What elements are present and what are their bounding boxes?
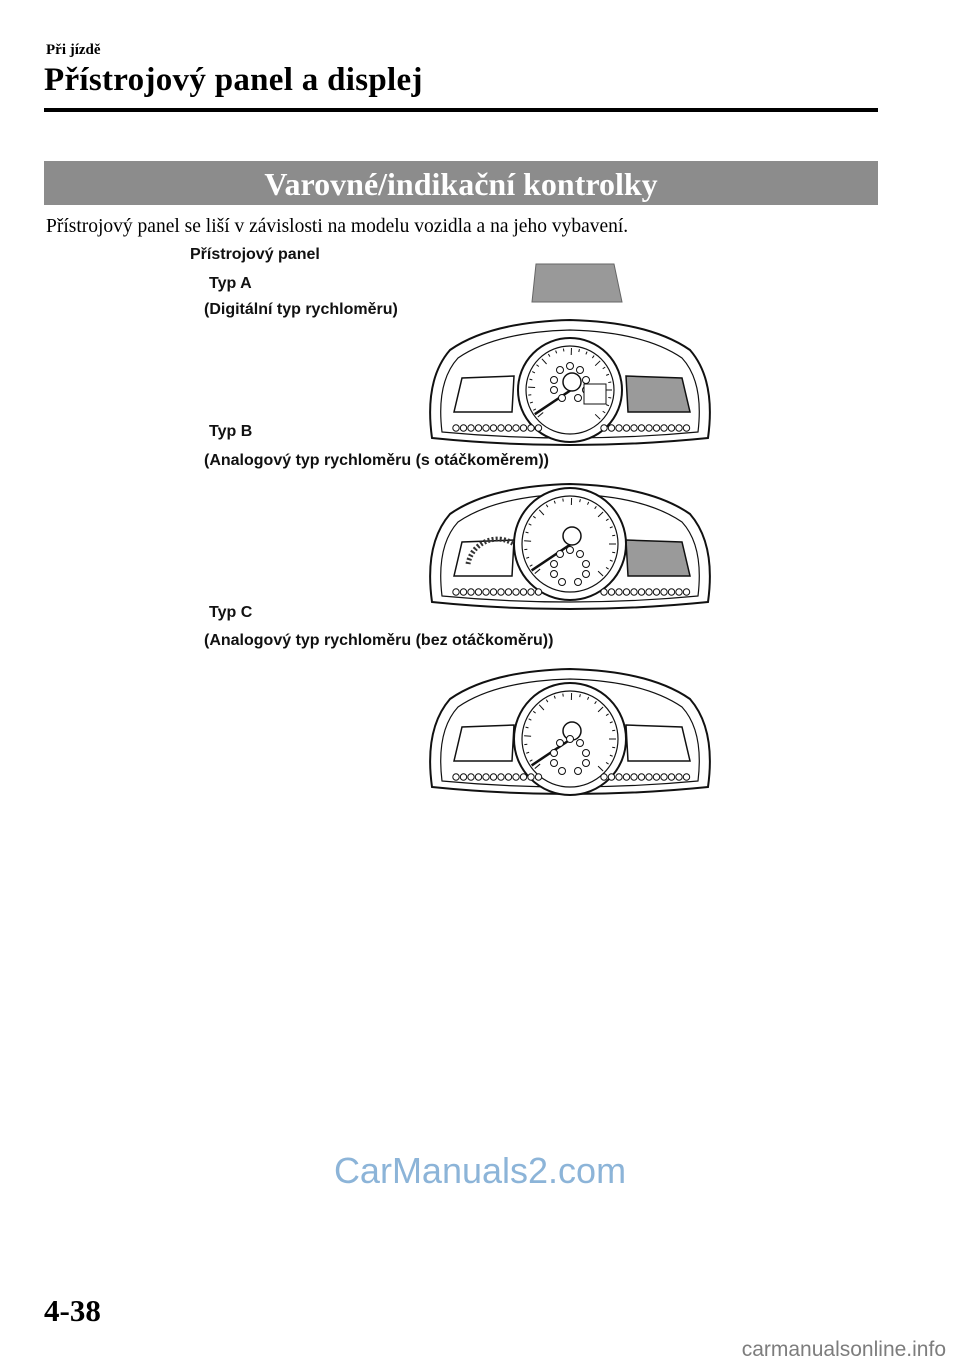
indicator-light <box>453 774 459 780</box>
indicator-light <box>583 750 590 757</box>
indicator-light <box>616 774 622 780</box>
gauge-tick <box>612 552 615 553</box>
gauge-tick <box>612 730 615 731</box>
indicator-light <box>468 589 474 595</box>
indicator-light <box>557 740 564 747</box>
watermark-carmanuals2: CarManuals2.com <box>333 1150 627 1191</box>
indicator-light <box>535 425 541 431</box>
indicator-light <box>661 425 667 431</box>
indicator-light <box>676 425 682 431</box>
intro-paragraph: Přístrojový panel se liší v závislosti na modelu vozidla a na jeho vybavení. <box>46 216 629 237</box>
indicator-light <box>583 760 590 767</box>
breadcrumb: Při jízdě <box>46 42 101 58</box>
indicator-light <box>513 589 519 595</box>
indicator-light <box>601 425 607 431</box>
gauge-hub <box>563 373 581 391</box>
indicator-light <box>528 589 534 595</box>
indicator-light <box>453 425 459 431</box>
indicator-light <box>646 774 652 780</box>
gauge-tick <box>612 747 615 748</box>
left-display-window <box>454 376 514 412</box>
indicator-light <box>653 589 659 595</box>
indicator-light <box>535 774 541 780</box>
indicator-light <box>453 589 459 595</box>
indicator-light <box>505 425 511 431</box>
indicator-light <box>683 774 689 780</box>
indicator-light <box>683 425 689 431</box>
indicator-light <box>475 774 481 780</box>
indicator-light <box>575 395 582 402</box>
indicator-light <box>460 774 466 780</box>
indicator-light <box>608 425 614 431</box>
indicator-light <box>551 760 558 767</box>
left-display-window <box>454 540 514 576</box>
indicator-light <box>676 774 682 780</box>
indicator-light <box>468 774 474 780</box>
indicator-light <box>601 589 607 595</box>
indicator-light <box>520 589 526 595</box>
gauge-hub <box>563 527 581 545</box>
indicator-light <box>475 589 481 595</box>
head-up-display <box>532 264 622 302</box>
indicator-light <box>468 425 474 431</box>
indicator-light <box>483 774 489 780</box>
indicator-light <box>623 589 629 595</box>
indicator-light <box>551 377 558 384</box>
indicator-light <box>567 363 574 370</box>
indicator-light <box>483 425 489 431</box>
indicator-light <box>528 774 534 780</box>
indicator-light <box>623 425 629 431</box>
indicator-light <box>557 551 564 558</box>
gauge-tick <box>580 694 581 697</box>
indicator-light <box>490 589 496 595</box>
gauge-tick <box>579 349 580 352</box>
right-display-window <box>626 376 690 412</box>
indicator-light <box>608 589 614 595</box>
type-a-label: Typ A <box>209 275 252 292</box>
type-b-description: (Analogový typ rychloměru (s otáčkoměrem)) <box>204 452 549 469</box>
indicator-light <box>559 768 566 775</box>
indicator-light <box>520 425 526 431</box>
indicator-light <box>616 589 622 595</box>
right-display-window <box>626 725 690 761</box>
gauge-tick <box>608 382 611 383</box>
indicator-light <box>608 774 614 780</box>
indicator-light <box>551 750 558 757</box>
indicator-light <box>483 589 489 595</box>
indicator-light <box>638 774 644 780</box>
page-number: 4-38 <box>44 1293 101 1328</box>
indicator-light <box>557 367 564 374</box>
type-a-description: (Digitální typ rychloměru) <box>204 301 398 318</box>
indicator-light <box>498 774 504 780</box>
indicator-light <box>676 589 682 595</box>
indicator-light <box>513 774 519 780</box>
indicator-light <box>551 571 558 578</box>
indicator-light <box>559 395 566 402</box>
indicator-light <box>683 589 689 595</box>
indicator-light <box>583 571 590 578</box>
gauge-tick <box>608 397 611 398</box>
indicator-light <box>460 425 466 431</box>
indicator-light <box>653 774 659 780</box>
indicator-light <box>575 768 582 775</box>
indicator-light <box>668 425 674 431</box>
indicator-light <box>567 736 574 743</box>
indicator-light <box>498 425 504 431</box>
indicator-light <box>638 589 644 595</box>
indicator-light <box>577 740 584 747</box>
indicator-light <box>577 551 584 558</box>
indicator-light <box>623 774 629 780</box>
indicator-light <box>475 425 481 431</box>
cluster-type-b-illustration <box>420 480 720 615</box>
indicator-light <box>551 387 558 394</box>
right-display-window <box>626 540 690 576</box>
indicator-light <box>631 425 637 431</box>
title-divider <box>44 108 878 112</box>
indicator-light <box>661 589 667 595</box>
indicator-light <box>567 547 574 554</box>
page-title: Přístrojový panel a displej <box>44 62 423 98</box>
type-c-label: Typ C <box>209 604 253 621</box>
indicator-light <box>646 589 652 595</box>
indicator-light <box>661 774 667 780</box>
indicator-light <box>460 589 466 595</box>
indicator-light <box>601 774 607 780</box>
indicator-light <box>668 589 674 595</box>
indicator-light <box>631 774 637 780</box>
indicator-light <box>535 589 541 595</box>
figure-heading: Přístrojový panel <box>190 246 320 263</box>
indicator-light <box>577 367 584 374</box>
indicator-light <box>616 425 622 431</box>
indicator-light <box>498 589 504 595</box>
indicator-light <box>505 774 511 780</box>
indicator-light <box>668 774 674 780</box>
digital-speed-display <box>584 384 606 404</box>
indicator-light <box>575 579 582 586</box>
gauge-tick <box>612 535 615 536</box>
indicator-light <box>528 425 534 431</box>
indicator-light <box>520 774 526 780</box>
type-b-label: Typ B <box>209 423 253 440</box>
indicator-light <box>505 589 511 595</box>
indicator-light <box>646 425 652 431</box>
section-banner: Varovné/indikační kontrolky <box>44 161 878 205</box>
left-display-window <box>454 725 514 761</box>
cluster-type-c-illustration <box>420 655 720 805</box>
indicator-light <box>583 377 590 384</box>
indicator-light <box>638 425 644 431</box>
indicator-light <box>653 425 659 431</box>
gauge-tick <box>580 499 581 502</box>
cluster-type-a-illustration <box>420 262 720 442</box>
indicator-light <box>551 561 558 568</box>
indicator-light <box>583 561 590 568</box>
indicator-light <box>631 589 637 595</box>
indicator-light <box>513 425 519 431</box>
type-c-description: (Analogový typ rychloměru (bez otáčkoměru)) <box>204 632 554 649</box>
watermark-carmanualsonline: carmanualsonline.info <box>741 1338 946 1361</box>
indicator-light <box>559 579 566 586</box>
indicator-light <box>490 425 496 431</box>
indicator-light <box>490 774 496 780</box>
